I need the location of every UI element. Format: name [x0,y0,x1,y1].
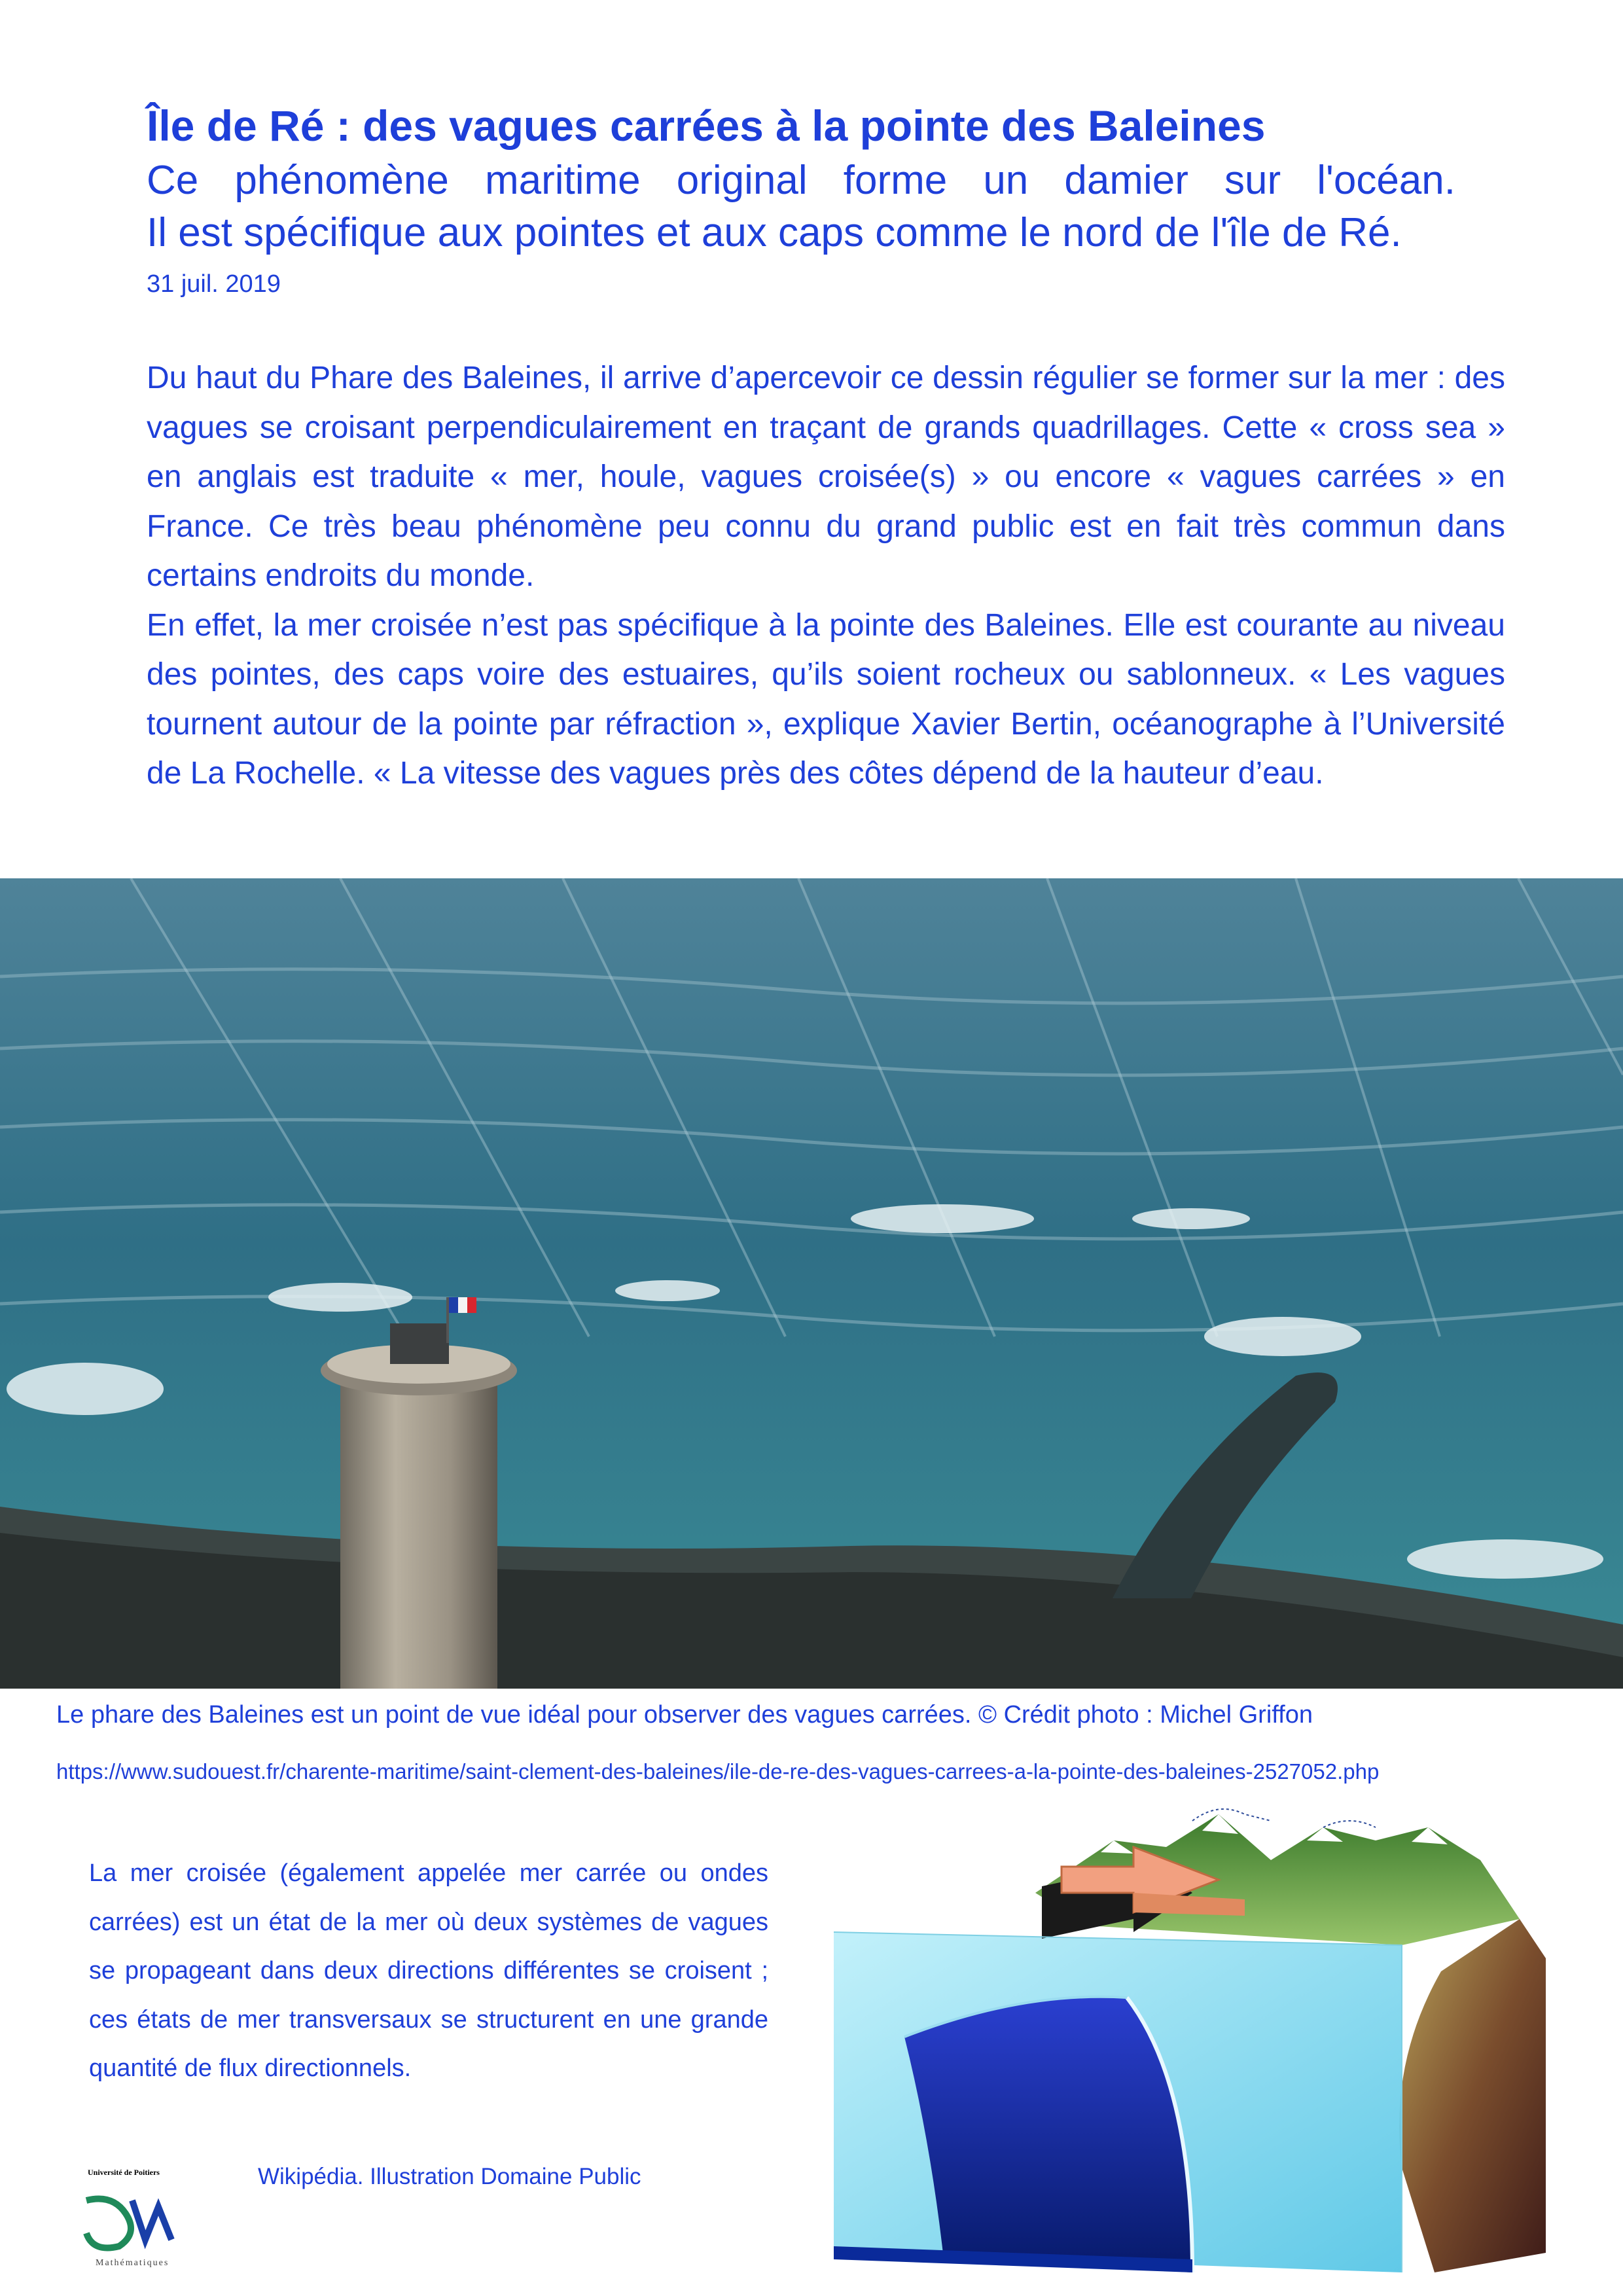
source-url-link[interactable]: https://www.sudouest.fr/charente-maritime/saint-clement-des-baleines/ile-de-re-des-vagues-carrees-a-la-pointe-des-baleines-2527052.php [56,1759,1380,1784]
article-subtitle-line1: Ce phénomène maritime original forme un damier sur l'océan. [147,158,1455,203]
article-body [147,353,1505,798]
photo-caption: Le phare des Baleines est un point de vue idéal pour observer des vagues carrées. © Crédit photo : Michel Griffon [56,1701,1313,1729]
logo-university-name: Université de Poitiers [88,2168,160,2177]
wiki-credit: Wikipédia. Illustration Domaine Public [258,2164,641,2189]
article-title: Île de Ré : des vagues carrées à la pointe des Baleines [147,101,1266,150]
article-date: 31 juil. 2019 [147,270,281,298]
university-logo [73,2161,204,2279]
article-paragraph-1: Du haut du Phare des Baleines, il arrive d’apercevoir ce dessin régulier se former sur la mer : des vagues se croisant perpendiculairement en traçant de grands quadrillages. Cette « cross sea » en anglais est traduite « mer, houle, vagues croisée(s) » ou encore « vagues carrées » en France. Ce très beau phénomène peu connu du grand public est en fait très commun dans certains endroits du monde. [147,361,1505,593]
wiki-definition: La mer croisée (également appelée mer carrée ou ondes carrées) est un état de la mer où deux systèmes de vagues se propageant dans deux directions différentes se croisent ; ces états de mer transversaux se structurent en une grande quantité de flux directionnels. [89,1859,768,2082]
article-paragraph-2: En effet, la mer croisée n’est pas spécifique à la pointe des Baleines. Elle est courante au niveau des pointes, des caps voire des estuaires, qu’ils soient rocheux ou sablonneux. « Les vagues tournent autour de la pointe par réfraction », explique Xavier Bertin, océanographe à l’Université de La Rochelle. « La vitesse des vagues près des côtes dépend de la hauteur d’eau. [147,607,1505,791]
lighthouse-cross-sea-photo [0,878,1623,1689]
cross-sea-illustration [826,1801,1546,2272]
article-subtitle-line2: Il est spécifique aux pointes et aux caps comme le nord de l'île de Ré. [147,210,1402,255]
logo-department: Mathématiques [96,2258,169,2268]
